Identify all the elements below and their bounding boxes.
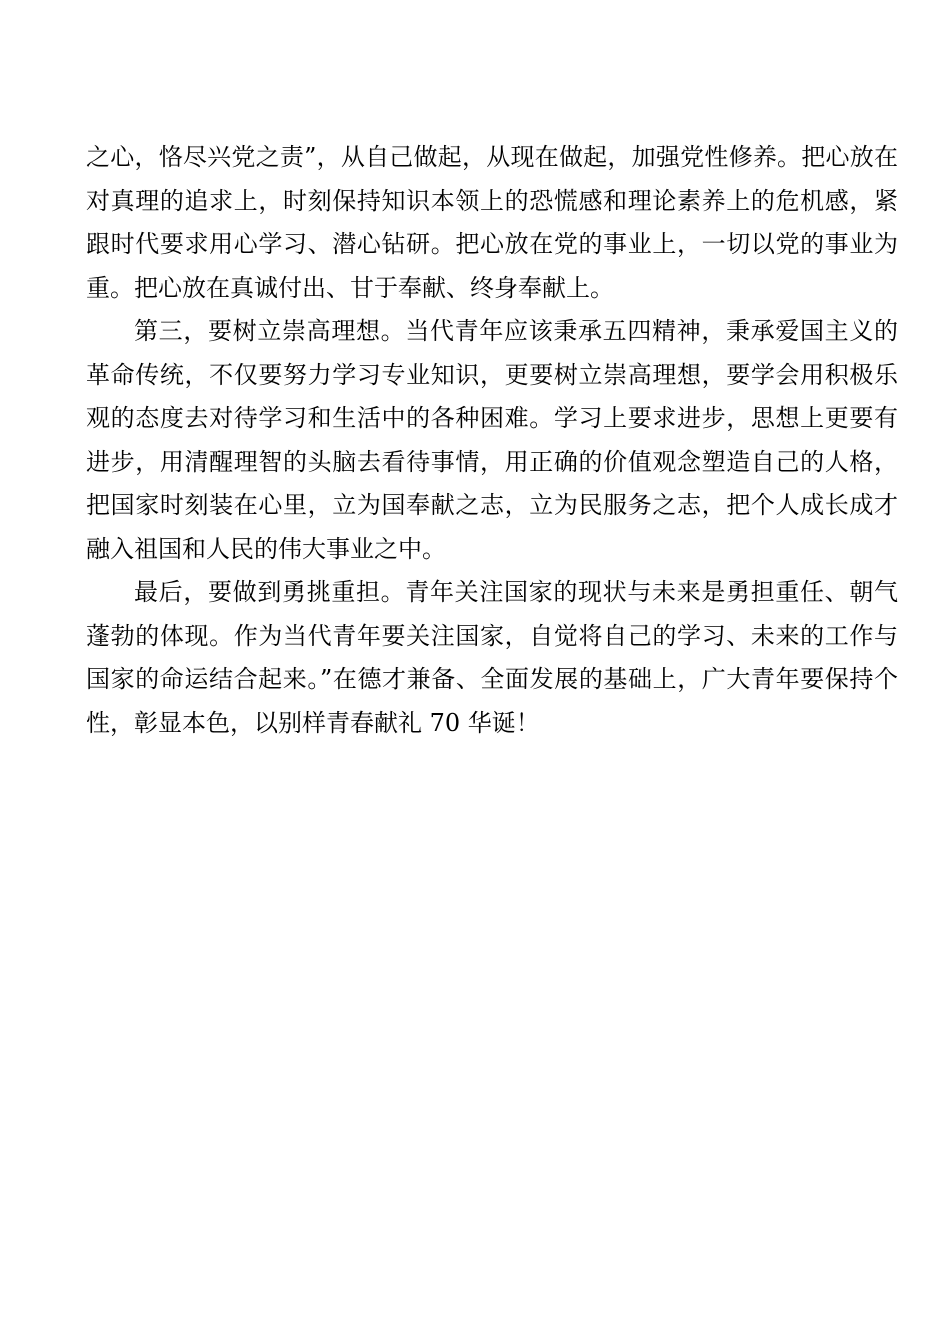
paragraph-continuation: 之心，恪尽兴党之责”，从自己做起，从现在做起，加强党性修养。把心放在对真理的追求上，时刻保持知识本领上的恐慌感和理论素养上的危机感，紧跟时代要求用心学习、潜心钻研。把心放在党的事业上，一切以党的事业为重。把心放在真诚付出、甘于奉献、终身奉献上。 xyxy=(86,143,898,302)
document-body xyxy=(86,136,898,745)
paragraph-final-point: 最后，要做到勇挑重担。青年关注国家的现状与未来是勇担重任、朝气蓬勃的体现。作为当代青年要关注国家，自觉将自己的学习、未来的工作与国家的命运结合起来。”在德才兼备、全面发展的基础上，广大青年要保持个性，彰显本色，以别样青春献礼 70 华诞！ xyxy=(86,578,898,737)
paragraph-third-point: 第三，要树立崇高理想。当代青年应该秉承五四精神，秉承爱国主义的革命传统，不仅要努力学习专业知识，更要树立崇高理想，要学会用积极乐观的态度去对待学习和生活中的各种困难。学习上要求进步，思想上更要有进步，用清醒理智的头脑去看待事情，用正确的价值观念塑造自己的人格，把国家时刻装在心里，立为国奉献之志，立为民服务之志，把个人成长成才融入祖国和人民的伟大事业之中。 xyxy=(86,317,898,563)
